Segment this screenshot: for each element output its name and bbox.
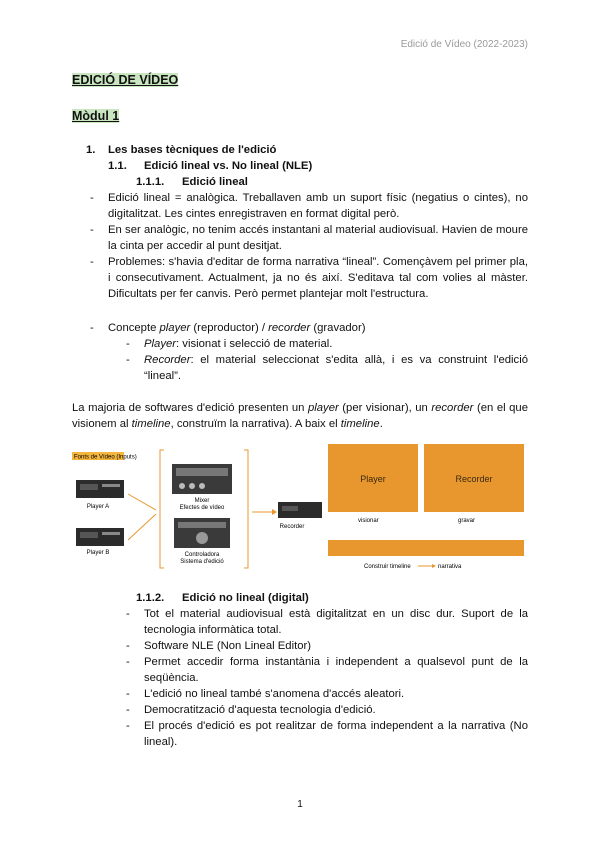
list-item: - Recorder: el material seleccionat s'edita allà, i es va construint l'edició “lineal”. (126, 354, 528, 382)
player-b-device (76, 528, 124, 546)
player-a-device (76, 480, 124, 498)
timeline-bar (328, 540, 524, 556)
timeline-label: Construir timeline (364, 564, 411, 570)
recorder-box-label: Recorder (455, 474, 493, 484)
list-item: - Democratització d'aquesta tecnologia d'edició. (126, 704, 376, 716)
player-box-label: Player (360, 474, 386, 484)
mixer-sublabel: Efectes de vídeo (179, 505, 225, 511)
module-heading: Mòdul 1 (72, 109, 120, 123)
list-item: - En ser analògic, no tenim accés instantani al material audiovisual. Havien de moure la cinta per accedir al punt desitjat. (90, 224, 528, 252)
player-b-label: Player B (86, 550, 110, 556)
controller-device (174, 518, 230, 548)
narrativa-label: narrativa (438, 564, 462, 570)
visionar-label: visionar (358, 518, 379, 524)
list-item: - Software NLE (Non Lineal Editor) (126, 640, 312, 652)
section-1-1-1-heading: 1.1.1. Edició lineal (136, 176, 248, 188)
controller-label: Controladora (184, 552, 220, 558)
section-1-1-heading: 1.1. Edició lineal vs. No lineal (NLE) (108, 160, 313, 172)
document-title: EDICIÓ DE VÍDEO (72, 73, 179, 87)
editing-diagram (72, 444, 532, 574)
mixer-label: Mixer (194, 498, 210, 504)
list-item: - Concepte player (reproductor) / recorder (gravador) (90, 322, 366, 334)
recorder-device (278, 502, 322, 518)
section-1-1-2-heading: 1.1.2. Edició no lineal (digital) (136, 592, 309, 604)
controller-sublabel: Sistema d'edició (180, 559, 224, 565)
list-item: - El procés d'edició es pot realitzar de forma independent a la narrativa (No lineal). (126, 720, 528, 748)
gravar-label: gravar (458, 518, 476, 524)
list-item: - Tot el material audiovisual està digitalitzat en un disc dur. Suport de la tecnologia informàtica total. (126, 608, 528, 636)
section-1-heading: 1. Les bases tècniques de l'edició (86, 144, 277, 156)
list-item: - Permet accedir forma instantània i independent a qualsevol punt de la seqüència. (126, 656, 528, 684)
list-item: - Problemes: s'havia d'editar de forma narrativa “lineal”. Començàvem pel primer pla, i consecutivament. Actualment, ja no és així. S'editava tal com volies al màster. Dificultats per fer canvis. Però permet plantejar molt l'estructura. (90, 256, 528, 300)
inputs-tag: Fonts de Vídeo (Inputs) (74, 454, 137, 461)
paragraph: La majoria de softwares d'edició presenten un player (per visionar), un recorder (en el que visionem al timeline, construïm la narrativa). A baix el timeline. (72, 402, 528, 430)
page-header: Edició de Vídeo (2022-2023) (400, 39, 528, 50)
recorder-label: Recorder (279, 524, 305, 530)
page-number: 1 (297, 799, 303, 810)
list-item: - L'edició no lineal també s'anomena d'accés aleatori. (126, 688, 405, 700)
player-a-label: Player A (86, 504, 110, 510)
list-item: - Edició lineal = analògica. Treballaven amb un suport físic (negatius o cintes), no digitalitzat. Les cintes enregistraven en format digital però. (90, 192, 528, 220)
mixer-device (172, 464, 232, 494)
list-item: - Player: visionat i selecció de material. (126, 338, 333, 350)
